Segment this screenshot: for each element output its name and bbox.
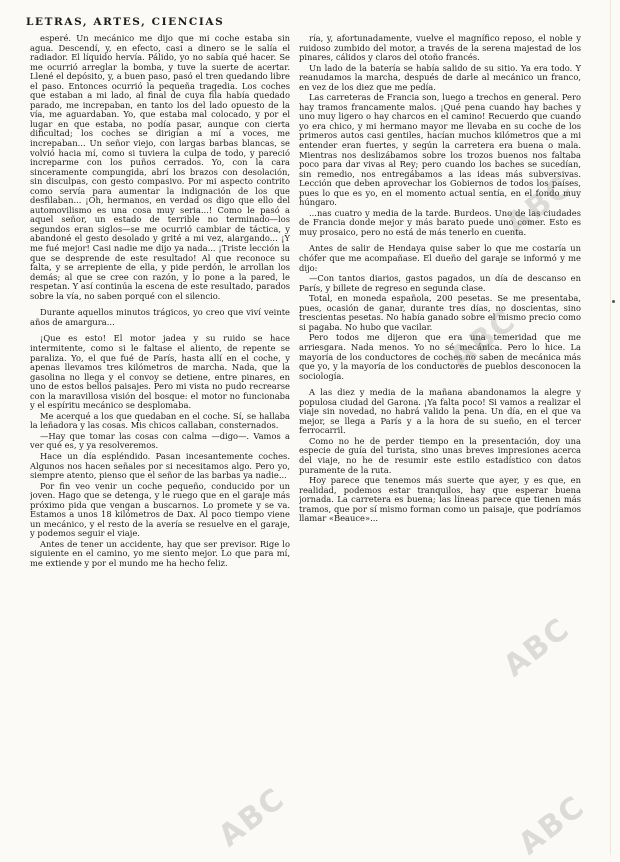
abc-watermark: ABC (443, 302, 524, 377)
paragraph: ría, y, afortunadamente, vuelve el magnífico reposo, el noble y ruidoso zumbido del motor, a través de la serena majestad de los pinares, cálidos y claros del otoño francés. (299, 34, 581, 63)
abc-watermark: ABC (512, 788, 593, 862)
page-mark (612, 300, 615, 303)
paragraph: Pero todos me dijeron que era una temeridad que me arriesgara. Nada menos. Yo no sé mecánica. Pero lo hice. La mayoría de los conductores de coches no saben de mecánica más que yo, y la mayoría de los conductores de pueblos desconocen la sociología. (299, 332, 581, 381)
paragraph: Me acerqué a los que quedaban en el coche. Sí, se hallaba la leñadora y las cosas. Mis chicos callaban, consternados. (30, 410, 290, 431)
abc-watermark: ABC (499, 168, 580, 243)
abc-watermark: ABC (497, 610, 578, 685)
section-header: LETRAS, ARTES, CIENCIAS (26, 16, 225, 28)
paragraph: Por fin veo venir un coche pequeño, conducido por un joven. Hago que se detenga, y le ruego que en el garaje más próximo pida que vengan a buscarnos. Lo promete y se va. Estamos a unos 18 kilómetros de Dax. Al poco tiempo viene un mecánico, y el resto de la avería se resuelve en el garaje, y podemos seguir el viaje. (30, 480, 290, 539)
page-edge (610, 0, 611, 855)
abc-watermark: ABC (212, 780, 293, 855)
paragraph: Las carreteras de Francia son, luego a trechos en general. Pero hay tramos francamente malos. ¡Qué pena cuando hay baches y uno muy ligero o hay charcos en el camino! Recuerdo que cuando yo era chico, y mi hermano mayor me llevaba en su coche de los primeros autos casi gentiles, hacían muchos kilómetros que a mi entender eran fuertes, y según la carretera era buena o mala. Mientras nos deslizábamos sobre los trozos buenos nos faltaba poco para dar vivas al Rey; pero cuando los baches se sucedían, sin remedio, nos entregábamos a las ideas más subversivas. Lección que deben aprovechar los Gobiernos de todos los países, pues lo que es yo, en el momento actual sentía, en el fondo muy húngaro. (299, 92, 581, 208)
paragraph: Hace un día espléndido. Pasan incesantemente coches. Algunos nos hacen señales por si necesitamos algo. Pero yo, siempre atento, pienso que el señor de las barbas ya nadie... (30, 450, 290, 481)
paragraph: A las diez y media de la mañana abandonamos la alegre y populosa ciudad del Garona. ¡Ya falta poco! Si vamos a realizar el viaje sin novedad, no habrá valido la pena. Un día, en el que va mejor, se llega a París y a la hora de su sueño, en el tercer ferrocarril. (299, 387, 581, 436)
paragraph: —Hay que tomar las cosas con calma —digo—. Vamos a ver qué es, y ya resolveremos. (30, 430, 290, 451)
paragraph: Hoy parece que tenemos más suerte que ayer, y es que, en realidad, podemos estar tranquilos, hay que esperar buena jornada. La carretera es buena; las líneas parece que tienen más tramos, que por sí mismo forman como un paisaje, que podríamos llamar «Beauce»... (299, 475, 581, 524)
paragraph: Antes de salir de Hendaya quise saber lo que me costaría un chófer que me acompañase. El dueño del garaje se informó y me dijo: (299, 243, 581, 273)
left-text-column (30, 34, 290, 834)
paragraph: Un lado de la batería se había salido de su sitio. Ya era todo. Y reanudamos la marcha, después de darle al mecánico un franco, en vez de los diez que me pedía. (299, 62, 581, 92)
paragraph: ¡Que es esto! El motor jadea y su ruido se hace intermitente, como si le faltase el aliento, de repente se paraliza. Yo, el que fué de París, hasta allí en el coche, y apenas llevamos tres kilómetros de marcha. Nada, que la gasolina no llega y el convoy se detiene, entre pinares, en uno de estos bellos paisajes. Pero mi vista no pudo recrearse con la maravillosa visión del bosque: el motor no funcionaba y el espíritu mecánico se desplomaba. (30, 333, 290, 411)
right-text-column (299, 34, 581, 834)
paragraph: ...nas cuatro y media de la tarde. Burdeos. Uno de las ciudades de Francia donde mejor y más barato puede uno comer. Esto es muy prosaico, pero no está de más tenerlo en cuenta. (299, 207, 581, 237)
paragraph: —Con tantos diarios, gastos pagados, un día de descanso en París, y billete de regreso en segunda clase. (299, 273, 581, 293)
paragraph: Como no he de perder tiempo en la presentación, doy una especie de guía del turista, sino unas breves impresiones acerca del viaje, no he de resumir este estilo estadístico con datos puramente de la ruta. (299, 435, 581, 475)
paragraph: Total, en moneda española, 200 pesetas. Se me presentaba, pues, ocasión de ganar, durante tres días, no doscientas, sino trescientas pesetas. No había ganado sobre el mismo precio como si pagaba. No hubo que vacilar. (299, 293, 581, 332)
paragraph: esperé. Un mecánico me dijo que mi coche estaba sin agua. Descendí, y, en efecto, casi a dinero se le salía el radiador. El líquido hervía. Pálido, yo no sabía qué hacer. Se me ocurrió arreglar la bomba, y tuve la suerte de acertar. Llené el depósito, y, a buen paso, pasó el tren quedando libre el paso. Entonces ocurrió la pequeña tragedia. Los coches que estaban a mi lado, al final de cuya fila había quedado parado, me increpaban, en tanto los del lado opuesto de la vía, me aguardaban. Yo, que estaba mal colocado, y por el lugar en que estaba, no podía pasar, aunque con cierta dificultad; los coches se dirigían a mí a voces, me increpaban... Un señor viejo, con largas barbas blancas, se volvió hacia mí, como si tuviera la culpa de todo, y pareció increparme con los puños cerrados. Yo, con la cara sinceramente compungida, abrí los brazos con desolación, sin disculpas, con gesto compasivo. Por mi aspecto contrito como servía para aumentar la indignación de los que desfilaban... ¡Oh, hermanos, en verdad os digo que ello del automovilismo es una cosa muy seria...! Como le pasó a aquel señor, un estado de terrible no terminado—los segundos eran siglos—se me ocurrió cambiar de táctica, y abandoné el gesto desolado y grité a mi vez, alargando... ¡Y me fué mejor! Casi nadie me dijo ya nada... ¡Triste lección la que se desprende de este resultado! Al que reconoce su falta, y se arrepiente de ella, y pide perdón, le arrollan los demás; al que se cree con razón, y lo pone a la pared, le respetan. Y así continúa la escena de este resultado, parados sobre la vía, no saben porqué con el silencio. (30, 34, 290, 301)
paragraph: Durante aquellos minutos trágicos, yo creo que viví veinte años de amargura... (30, 307, 290, 327)
paragraph: Antes de tener un accidente, hay que ser previsor. Rige lo siguiente en el camino, yo me siento mejor. Lo que para mí, me extiende y por el mundo me ha hecho feliz. (30, 538, 290, 568)
